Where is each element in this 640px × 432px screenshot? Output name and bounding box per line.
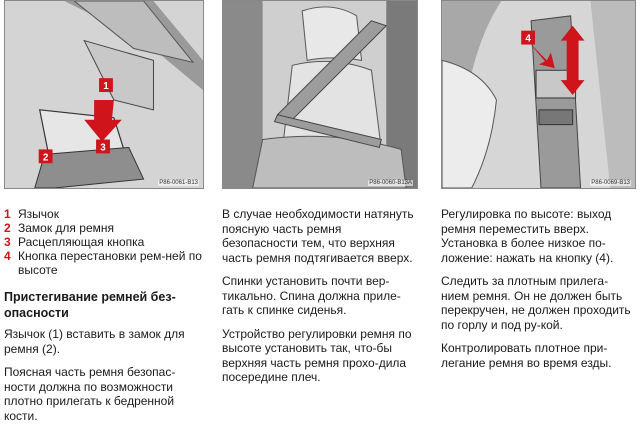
column-right bbox=[441, 0, 636, 379]
height-adjuster-illustration bbox=[442, 1, 635, 188]
figure-code: P86-0069-B13 bbox=[591, 180, 630, 186]
figure-code: P86-0061-B13 bbox=[159, 180, 198, 186]
legend-text: Язычок bbox=[18, 207, 59, 221]
legend-text: Замок для ремня bbox=[18, 221, 114, 235]
legend-number: 2 bbox=[4, 221, 11, 235]
callout-1: 1 bbox=[103, 81, 109, 93]
figure-seat bbox=[222, 0, 418, 189]
legend-item bbox=[4, 249, 204, 277]
paragraph: Поясная часть ремня безопас-ности должна по возможности плотно прилегать к бедренной кости. bbox=[4, 365, 176, 423]
legend-item bbox=[4, 235, 204, 249]
legend-number: 4 bbox=[4, 249, 11, 263]
legend-item bbox=[4, 207, 204, 221]
paragraph: Регулировка по высоте: выход ремня переместить вверх. Установка в более низкое по-ложение: нажать на кнопку (4). bbox=[441, 207, 614, 265]
paragraph: Спинки установить почти вер-тикально. Спина должна приле-гать к спинке сиденья. bbox=[222, 274, 401, 317]
column-text bbox=[222, 207, 418, 385]
legend-item bbox=[4, 221, 204, 235]
paragraph: Следить за плотным прилега-нием ремня. Он не должен быть перекручен, не должен проходить по горлу и под ру-кой. bbox=[441, 274, 631, 332]
legend-text: Расцепляющая кнопка bbox=[18, 235, 145, 249]
section-title: Пристегивание ремней без-опасности bbox=[4, 290, 176, 320]
paragraph: Контролировать плотное при-легание ремня во время езды. bbox=[441, 341, 612, 370]
callout-3: 3 bbox=[100, 142, 106, 154]
legend-list bbox=[4, 207, 204, 277]
seat-illustration bbox=[223, 1, 417, 188]
paragraph: В случае необходимости натянуть поясную часть ремня безопасности тем, что верхняя часть ремня подтягивается вверх. bbox=[222, 207, 414, 265]
callout-2: 2 bbox=[42, 152, 49, 164]
buckle-illustration bbox=[5, 1, 203, 188]
paragraph: Устройство регулировки ремня по высоте установить так, что-бы верхняя часть ремня прохо-дила посередине плеч. bbox=[222, 326, 412, 384]
legend-number: 1 bbox=[4, 207, 11, 221]
figure-buckle bbox=[4, 0, 204, 189]
figure-code: P86-0060-B13A bbox=[369, 180, 412, 186]
legend-text: Кнопка перестановки рем-ней по высоте bbox=[18, 249, 202, 277]
callout-4: 4 bbox=[525, 33, 531, 45]
column-middle bbox=[222, 0, 418, 394]
figure-height-adjuster bbox=[441, 0, 636, 189]
legend-number: 3 bbox=[4, 235, 11, 249]
paragraph: Язычок (1) вставить в замок для ремня (2). bbox=[4, 327, 185, 356]
column-text bbox=[441, 207, 636, 370]
column-left bbox=[4, 0, 204, 432]
